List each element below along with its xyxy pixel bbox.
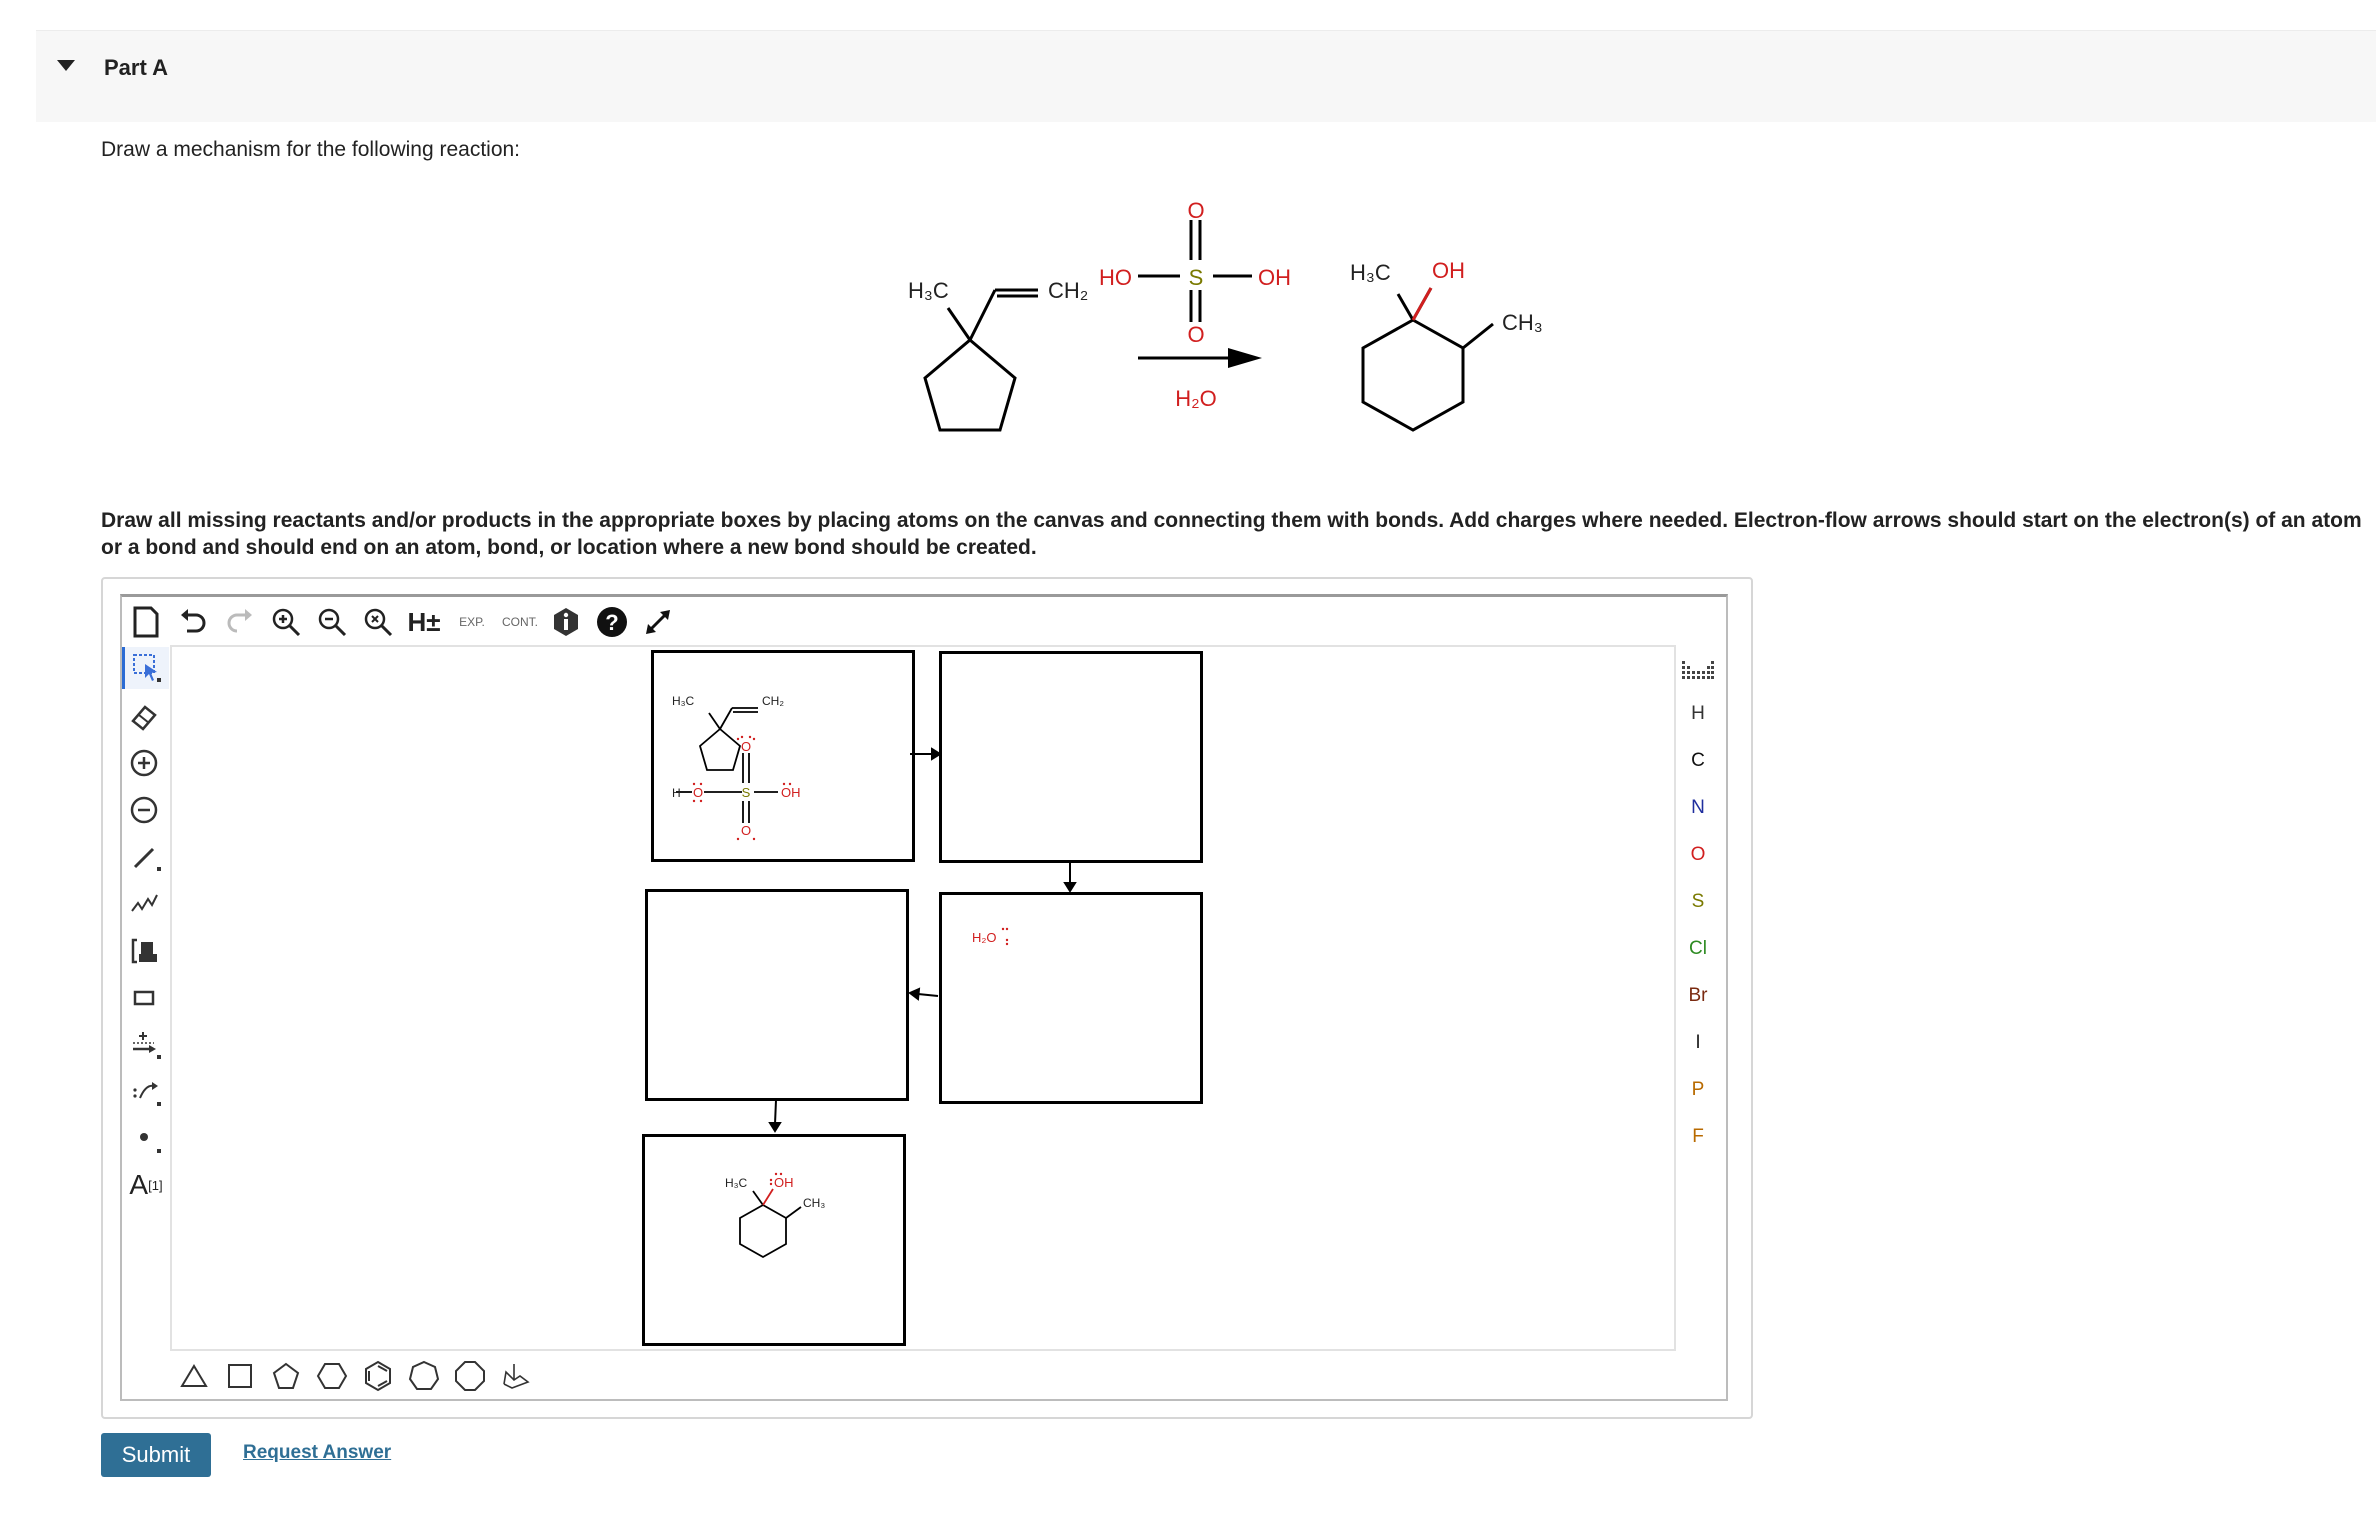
svg-text:?: ? <box>605 610 619 635</box>
part-title: Part A <box>104 55 168 80</box>
box5-ch3-label: CH₃ <box>803 1196 826 1210</box>
reagent-oh-label: OH <box>1258 265 1291 290</box>
box1-oh-label: OH <box>781 785 801 800</box>
reaction-arrow <box>1138 348 1262 368</box>
solvent-label: H₂O <box>1175 386 1217 411</box>
instructions-text: Draw all missing reactants and/or products in the appropriate boxes by placing atoms on the canvas and connecting them with bonds. Add charges where needed. Electron-flow arrows should start on the electron(s) of an atom or a bond and should end on an atom, bond, or location where a new bond should be created. <box>101 509 2362 559</box>
box-products-structure <box>645 1137 901 1341</box>
zoom-out-icon[interactable] <box>314 603 350 641</box>
cyclohexane-template-icon[interactable] <box>314 1358 350 1394</box>
atom-p-button[interactable]: P <box>1691 1079 1705 1100</box>
benzene-template-icon[interactable] <box>360 1358 396 1394</box>
periodic-table-icon[interactable] <box>1680 655 1716 685</box>
reagent-ho-label: HO <box>1099 265 1132 290</box>
select-tool-icon[interactable] <box>122 647 169 689</box>
help-icon[interactable] <box>594 603 630 641</box>
text-tool-superscript: [1] <box>148 1177 163 1193</box>
mechanism-flow-arrows <box>640 640 1220 1140</box>
product-structure <box>1363 288 1493 430</box>
atom-s-button[interactable]: S <box>1691 891 1705 912</box>
submit-button[interactable]: Submit <box>101 1433 211 1477</box>
eraser-icon[interactable] <box>124 695 164 737</box>
zoom-in-icon[interactable] <box>268 603 304 641</box>
box1-s-label: S <box>741 785 751 800</box>
zoom-reset-icon[interactable] <box>360 603 396 641</box>
new-document-icon[interactable] <box>128 603 164 641</box>
atom-f-button[interactable]: F <box>1692 1126 1704 1147</box>
atom-cl-button[interactable]: Cl <box>1689 938 1707 959</box>
atom-o-button[interactable]: O <box>1690 844 1706 865</box>
chair-template-icon[interactable] <box>498 1358 534 1394</box>
redo-icon[interactable] <box>222 603 258 641</box>
box1-o-left-label: O <box>692 785 704 800</box>
box1-o-top-label: O <box>740 739 752 754</box>
reaction-scheme <box>880 190 1580 450</box>
lone-pair-dot-icon[interactable] <box>124 1118 168 1160</box>
rectangle-shape-icon[interactable] <box>124 977 164 1019</box>
box5-h3c-label: H₃C <box>725 1176 748 1190</box>
contract-button[interactable]: CONT. <box>502 615 538 629</box>
explicit-hydrogens-button[interactable]: H± <box>407 606 441 637</box>
reactant-h3c-label: H₃C <box>908 278 949 303</box>
request-answer-link[interactable]: Request Answer <box>243 1442 392 1463</box>
box5-oh-label: OH <box>774 1175 794 1190</box>
reaction-arrow-tool-icon[interactable] <box>124 1024 168 1066</box>
single-bond-icon[interactable] <box>124 836 168 878</box>
atom-i-button[interactable]: I <box>1695 1032 1701 1053</box>
box1-h-label: H <box>672 786 681 800</box>
chain-tool-icon[interactable] <box>124 883 164 925</box>
atom-h-button[interactable]: H <box>1691 703 1705 724</box>
cyclooctane-template-icon[interactable] <box>452 1358 488 1394</box>
question-prompt: Draw a mechanism for the following reaction: <box>101 138 521 161</box>
fullscreen-icon[interactable] <box>640 603 676 641</box>
cycloheptane-template-icon[interactable] <box>406 1358 442 1394</box>
box1-ch2-label: CH₂ <box>762 694 784 708</box>
cyclobutane-template-icon[interactable] <box>222 1358 258 1394</box>
template-tool-icon[interactable] <box>124 930 164 972</box>
collapse-caret-icon[interactable] <box>57 60 75 71</box>
atom-n-button[interactable]: N <box>1691 797 1705 818</box>
box1-o-bottom-label: O <box>740 823 752 838</box>
part-header[interactable] <box>36 30 2376 122</box>
expand-button[interactable]: EXP. <box>459 615 485 629</box>
electron-flow-arrow-icon[interactable] <box>124 1071 168 1113</box>
box1-h3c-label: H₃C <box>672 694 695 708</box>
reagent-o-bottom-label: O <box>1187 322 1205 347</box>
atom-c-button[interactable]: C <box>1691 750 1705 771</box>
reagent-o-top-label: O <box>1187 198 1205 223</box>
positive-charge-icon[interactable] <box>124 742 164 784</box>
text-tool-button[interactable] <box>124 1162 168 1208</box>
reactant-structure <box>925 290 1038 430</box>
product-oh-label: OH <box>1432 258 1465 283</box>
info-icon[interactable] <box>548 603 584 641</box>
reagent-s-label: S <box>1188 265 1204 290</box>
cyclopentane-template-icon[interactable] <box>268 1358 304 1394</box>
reactant-ch2-label: CH₂ <box>1048 278 1089 303</box>
box3-water-label: H₂O <box>972 930 997 945</box>
text-tool-label: A <box>129 1169 149 1200</box>
atom-br-button[interactable]: Br <box>1688 985 1708 1006</box>
cyclopropane-template-icon[interactable] <box>176 1358 212 1394</box>
product-h3c-label: H₃C <box>1350 260 1391 285</box>
negative-charge-icon[interactable] <box>124 789 164 831</box>
product-ch3-label: CH₃ <box>1502 310 1543 335</box>
undo-icon[interactable] <box>175 603 211 641</box>
